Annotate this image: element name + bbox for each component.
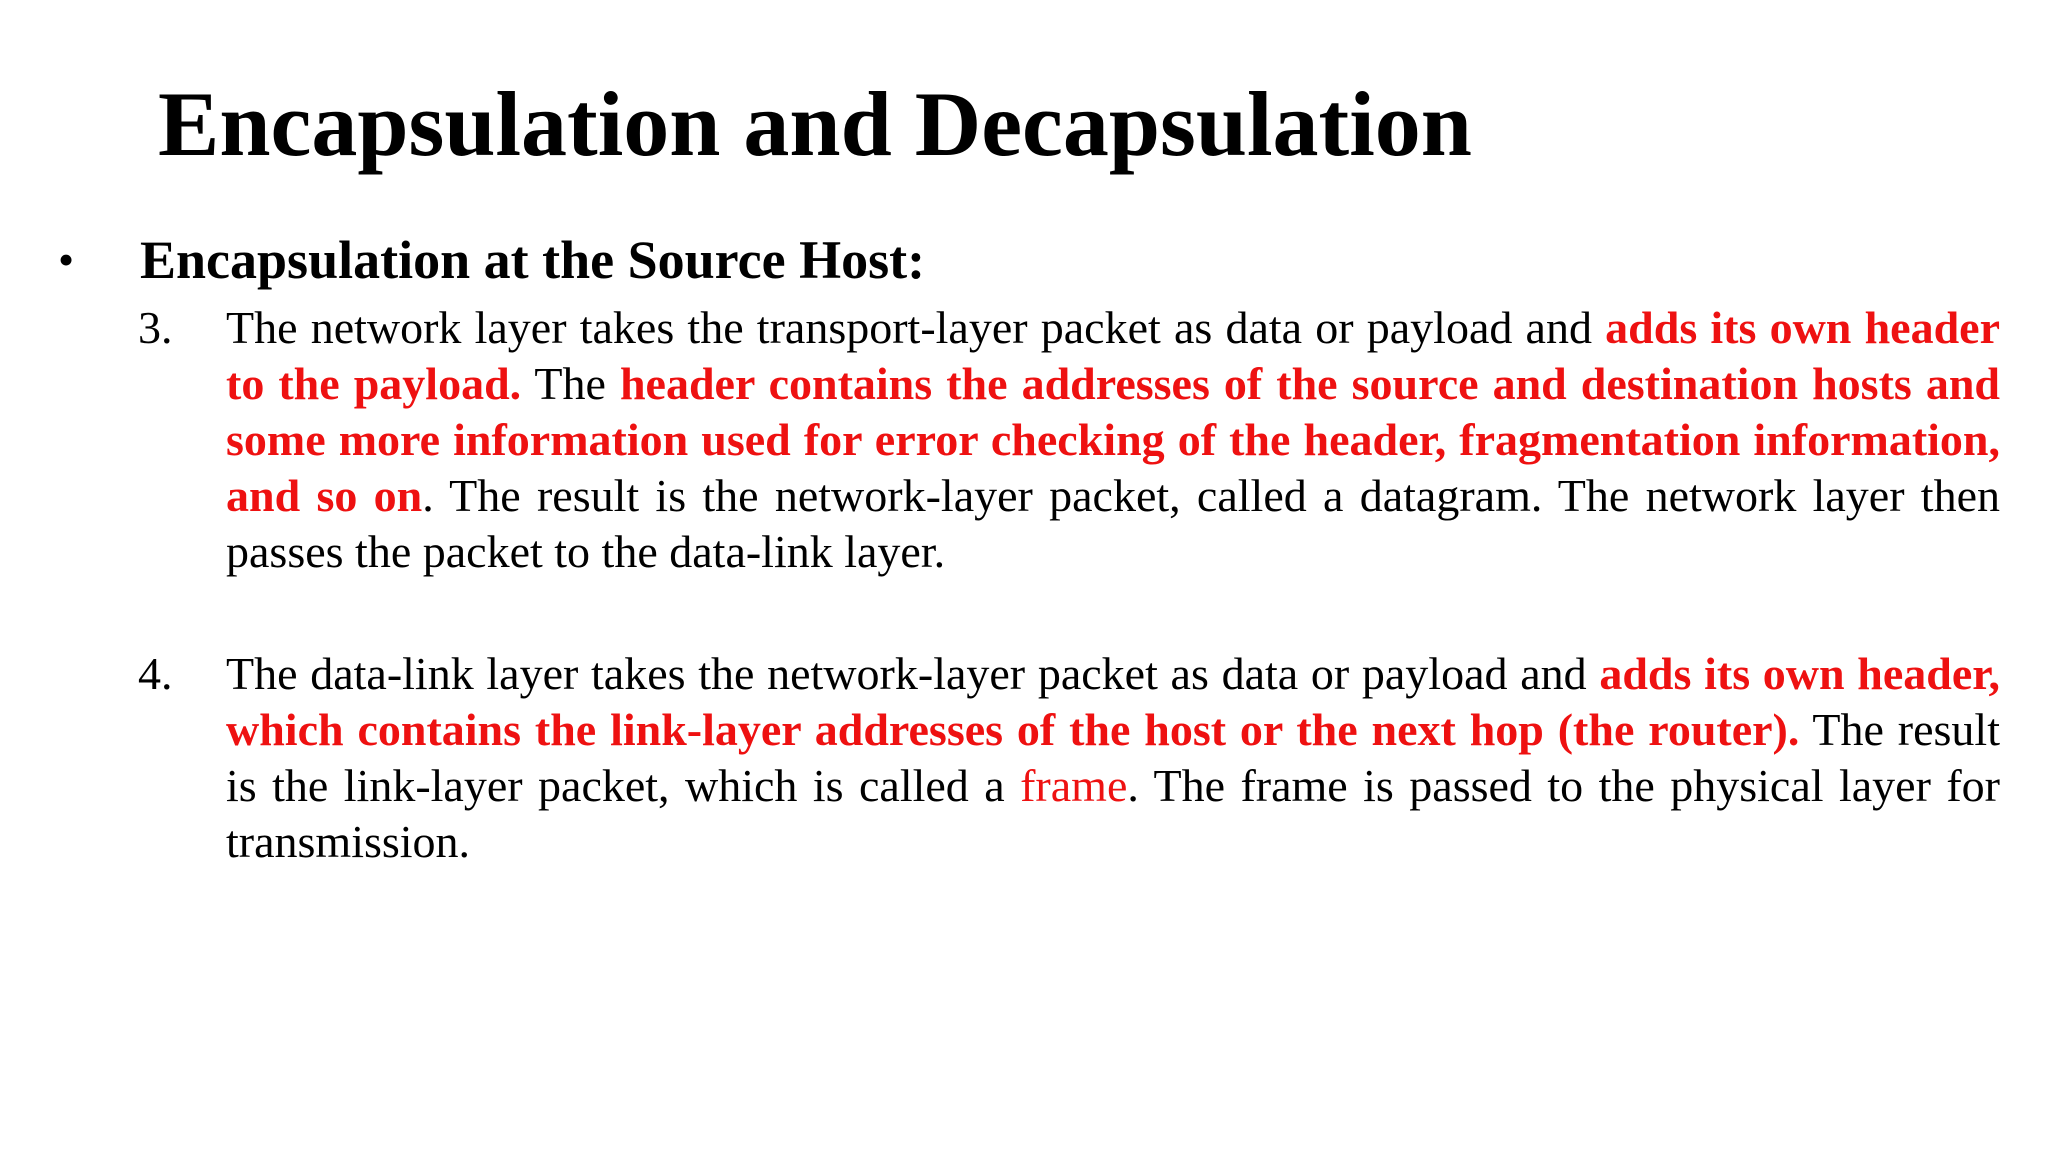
emphasis-segment: adds its own header, which contains the link-layer addresses of the host or the next hop (the router).	[226, 648, 2000, 755]
highlight-term: frame	[1020, 760, 1128, 811]
bullet-icon: •	[58, 234, 75, 285]
bullet-row	[58, 228, 1998, 292]
list-item-number: 3.	[138, 302, 173, 353]
text-segment: . The result is the network-layer packet, called a datagram. The network layer then passes the packet to the data-link layer.	[226, 470, 2001, 577]
emphasis-segment: header contains the addresses of the source and destination hosts and some more information used for error checking of the header, fragmentation information, and so on	[226, 358, 2000, 521]
text-segment: The	[521, 358, 620, 409]
text-segment: . The frame is passed to the physical layer for transmission.	[226, 760, 2000, 867]
text-segment: The data-link layer takes the network-layer packet as data or payload and	[226, 648, 1600, 699]
text-segment: The result is the link-layer packet, which is called a	[226, 704, 2000, 811]
slide-title: Encapsulation and Decapsulation	[158, 73, 1472, 175]
list-item-text	[226, 300, 2000, 580]
text-segment: The network layer takes the transport-layer packet as data or payload and	[226, 302, 1606, 353]
list-item-text	[226, 646, 2000, 870]
bullet-heading: Encapsulation at the Source Host:	[140, 230, 926, 290]
emphasis-segment: adds its own header to the payload.	[226, 302, 2000, 409]
list-item-number: 4.	[138, 648, 173, 699]
